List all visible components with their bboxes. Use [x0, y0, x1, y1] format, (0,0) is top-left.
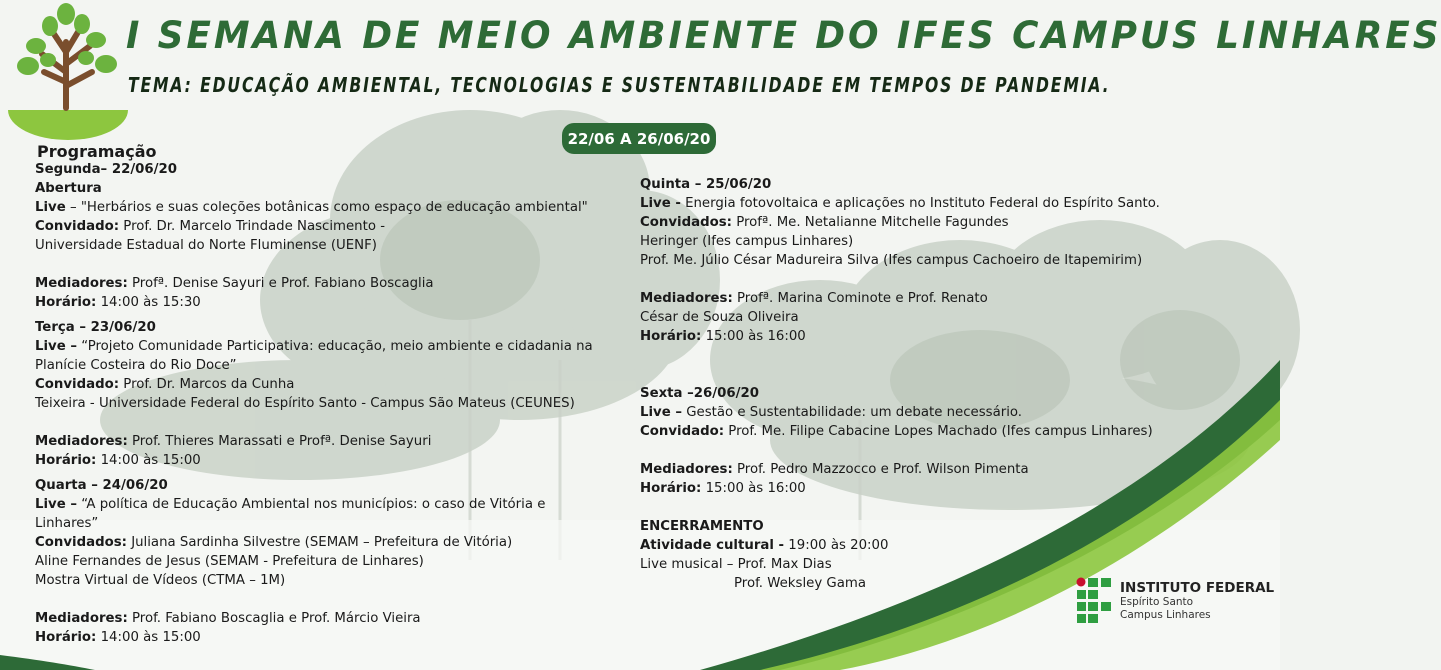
- live-text: “A política de Educação Ambiental nos municípios: o caso de Vitória e: [77, 497, 546, 512]
- guest-label: Convidados:: [35, 535, 127, 550]
- mediators-label: Mediadores:: [640, 462, 733, 477]
- time-text: 14:00 às 15:30: [96, 295, 201, 310]
- guest-label: Convidado:: [35, 219, 120, 234]
- live-label: Live -: [640, 196, 681, 211]
- activity-label: Atividade cultural -: [640, 538, 785, 553]
- live-text: Energia fotovoltaica e aplicações no Instituto Federal do Espírito Santo.: [680, 196, 1160, 211]
- closing-title: ENCERRAMENTO: [640, 519, 764, 534]
- mediators-text: Prof. Thieres Marassati e Profª. Denise Sayuri: [127, 434, 432, 449]
- live-label: Live –: [35, 339, 77, 354]
- guest-text-line2: Teixeira - Universidade Federal do Espírito Santo - Campus São Mateus (CEUNES): [35, 396, 575, 411]
- event-title: I SEMANA DE MEIO AMBIENTE DO IFES CAMPUS LINHARES: [126, 14, 1441, 57]
- tree-logo-icon: [8, 2, 128, 138]
- time-label: Horário:: [35, 630, 97, 645]
- mediators-text: Prof. Fabiano Boscaglia e Prof. Márcio Vieira: [127, 611, 421, 626]
- time-text: 15:00 às 16:00: [701, 481, 806, 496]
- schedule-left-column: [35, 160, 593, 647]
- date-badge: 22/06 A 26/06/20: [562, 123, 716, 154]
- music-line: Live musical – Prof. Max Dias: [640, 557, 832, 572]
- guest-text: Juliana Sardinha Silvestre (SEMAM – Prefeitura de Vitória): [126, 535, 513, 550]
- mediators-label: Mediadores:: [35, 611, 128, 626]
- live-label: Live –: [35, 497, 77, 512]
- guest-text: Prof. Dr. Marcos da Cunha: [119, 377, 295, 392]
- guest-label: Convidados:: [640, 215, 732, 230]
- time-text: 15:00 às 16:00: [701, 329, 806, 344]
- event-theme: TEMA: EDUCAÇÃO AMBIENTAL, TECNOLOGIAS E SUSTENTABILIDADE EM TEMPOS DE PANDEMIA.: [128, 73, 1111, 97]
- time-text: 14:00 às 15:00: [96, 453, 201, 468]
- time-label: Horário:: [640, 481, 702, 496]
- guest-text-line2: Aline Fernandes de Jesus (SEMAM - Prefeitura de Linhares): [35, 554, 424, 569]
- ifes-campus: Campus Linhares: [1120, 609, 1211, 621]
- activity-text: 19:00 às 20:00: [784, 538, 889, 553]
- mediators-text: Profª. Marina Cominote e Prof. Renato: [732, 291, 988, 306]
- day-tuesday: [35, 318, 593, 470]
- day-date: Segunda– 22/06/20: [35, 162, 178, 177]
- day-monday: [35, 160, 593, 312]
- day-thursday: [640, 175, 1160, 346]
- guest-text-line3: Mostra Virtual de Vídeos (CTMA – 1M): [35, 573, 286, 588]
- live-text-line2: Linhares”: [35, 516, 99, 531]
- ifes-grid-icon: [1076, 577, 1112, 625]
- guest-text: Prof. Dr. Marcelo Trindade Nascimento -: [119, 219, 385, 234]
- ifes-logo: [1076, 577, 1274, 625]
- day-wednesday: [35, 476, 593, 647]
- live-text: “Projeto Comunidade Participativa: educação, meio ambiente e cidadania na: [77, 339, 593, 354]
- live-text-line2: Planície Costeira do Rio Doce”: [35, 358, 237, 373]
- day-date: Sexta –26/06/20: [640, 386, 760, 401]
- mediators-text-line2: César de Souza Oliveira: [640, 310, 799, 325]
- program-heading: Programação: [37, 142, 157, 161]
- mediators-label: Mediadores:: [35, 434, 128, 449]
- schedule-right-column: [640, 175, 1160, 593]
- day-date: Quarta – 24/06/20: [35, 478, 168, 493]
- ifes-state: Espírito Santo: [1120, 596, 1194, 608]
- live-text: – "Herbários e suas coleções botânicas como espaço de educação ambiental": [65, 200, 588, 215]
- day-friday: [640, 384, 1160, 498]
- time-label: Horário:: [640, 329, 702, 344]
- guest-label: Convidado:: [640, 424, 725, 439]
- ifes-name: INSTITUTO FEDERAL: [1120, 580, 1275, 596]
- mediators-label: Mediadores:: [640, 291, 733, 306]
- live-label: Live: [35, 200, 66, 215]
- mediators-label: Mediadores:: [35, 276, 128, 291]
- time-label: Horário:: [35, 295, 97, 310]
- guest-label: Convidado:: [35, 377, 120, 392]
- guest-text-line2: Universidade Estadual do Norte Fluminense (UENF): [35, 238, 377, 253]
- guest-text-line2: Heringer (Ifes campus Linhares): [640, 234, 854, 249]
- music-line2: Prof. Weksley Gama: [734, 576, 866, 591]
- day-date: Quinta – 25/06/20: [640, 177, 772, 192]
- guest-text: Prof. Me. Filipe Cabacine Lopes Machado (Ifes campus Linhares): [724, 424, 1153, 439]
- time-text: 14:00 às 15:00: [96, 630, 201, 645]
- mediators-text: Profª. Denise Sayuri e Prof. Fabiano Boscaglia: [127, 276, 434, 291]
- live-label: Live –: [640, 405, 682, 420]
- guest-text-line3: Prof. Me. Júlio César Madureira Silva (Ifes campus Cachoeiro de Itapemirim): [640, 253, 1143, 268]
- mediators-text: Prof. Pedro Mazzocco e Prof. Wilson Pimenta: [732, 462, 1029, 477]
- guest-text: Profª. Me. Netalianne Mitchelle Fagundes: [731, 215, 1009, 230]
- time-label: Horário:: [35, 453, 97, 468]
- live-text: Gestão e Sustentabilidade: um debate necessário.: [682, 405, 1023, 420]
- day-date: Terça – 23/06/20: [35, 320, 156, 335]
- opening-label: Abertura: [35, 181, 102, 196]
